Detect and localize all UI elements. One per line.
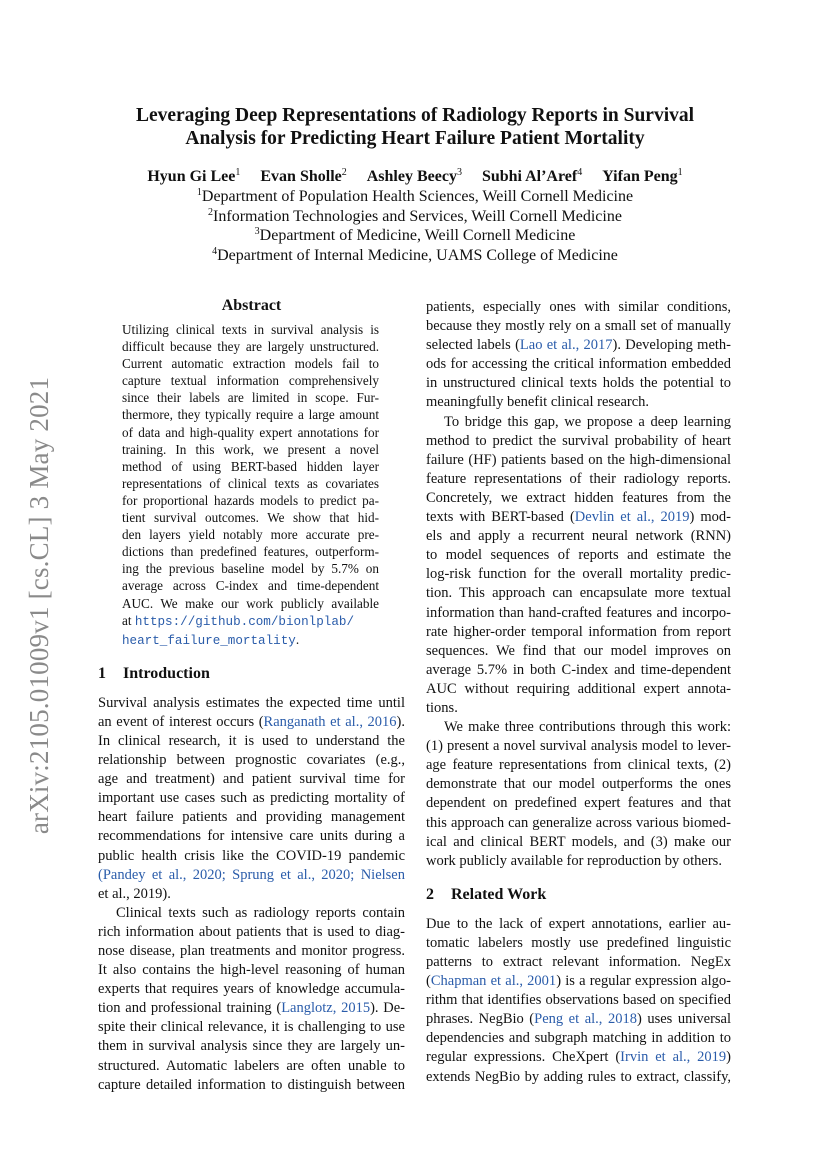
citation-link[interactable]: Chapman et al., 2001 [430,973,557,990]
paragraph-start: To bridge this gap, we propose a deep learning [444,413,731,430]
abstract-line: representations of clinical texts as covariates [122,475,379,491]
body-line: Survival analysis estimates the expected time until [98,694,405,711]
body-line: demonstrate that our model outperforms the ones [426,776,731,793]
body-line: (Chapman et al., 2001) is a regular expression algo- [426,973,731,990]
title-line: Leveraging Deep Representations of Radiology Reports in Survival [135,105,695,126]
body-line: information than hand-crafted features and incorpo- [426,604,731,621]
arxiv-stamp [10,370,70,840]
body-line: average 5.7% in both C-index and time-dependent [426,661,731,678]
abstract-line: capture textual information comprehensively [122,373,379,389]
body-line: capture detailed information to distinguish between [98,1076,405,1093]
abstract-url-line [122,631,379,650]
abstract-line: method of using BERT-based hidden layer [122,458,379,474]
author-affil-mark: 3 [456,167,462,178]
abstract-body [122,321,379,650]
author [367,168,462,185]
body-line: them in survival analysis since they are largely un- [98,1038,405,1055]
body-line: recommendations for intensive care units during a [98,828,405,845]
affiliation-text: Information Technologies and Services, Weill Cornell Medicine [213,207,622,225]
body-line: els and apply a recurrent neural network (RNN) [426,528,731,545]
citation-link[interactable]: Irvin et al., 2019 [620,1049,727,1066]
author-list [100,167,730,187]
body-line: tomatic labelers mostly use predefined linguistic [426,934,731,951]
body-line: sequences. We find that our model improves on [426,642,731,659]
abstract-line: difficult because they are largely unstructured. [122,339,379,355]
affiliation-text: Department of Population Health Sciences, Weill Cornell Medicine [201,188,634,205]
author-affil-mark: 1 [677,167,683,178]
author [260,168,346,185]
body-line: dependent on predefined expert features and that [426,795,731,812]
affiliation-mark: 3 [254,226,260,238]
body-line: this approach can generalize across various biomed- [426,814,731,831]
affiliation [100,207,730,227]
paragraph-start: We make three contributions through this work: [444,719,731,736]
section-heading-introduction [98,664,405,684]
author [482,168,582,185]
body-line: tion. This approach can encapsulate more textual [426,585,731,602]
author [602,168,682,185]
affiliation [100,246,730,266]
body-line: rate higher-order temporal information from report [426,623,731,640]
abstract-line: dictions than predefined features, outperform- [122,544,379,560]
repo-link[interactable]: https://github.com/bionlplab/ [134,614,354,629]
section-title: Related Work [451,885,547,903]
body-line: age and treatment) and patient survival time for [98,771,405,788]
paragraph-start: Clinical texts such as radiology reports contain [116,904,405,921]
abstract-line: tient survival outcomes. We show that hid- [122,510,379,526]
abstract-url-line [122,612,379,631]
body-line: In clinical research, it is used to understand the [98,732,405,749]
body-line: Concretely, we extract hidden features from the [426,489,731,506]
right-column [426,298,731,1087]
abstract-line: since their labels are limited in scope. Fur- [122,390,379,406]
citation-link[interactable]: Langlotz, 2015 [281,1000,371,1017]
affiliation-mark: 2 [208,206,214,218]
body-line: extends NegBio by adding rules to extract, classify, [426,1068,731,1085]
body-line: dependencies and subgraph matching in addition to [426,1030,731,1047]
body-line: method to predict the survival probability of heart [426,432,731,449]
related-work-text [426,915,731,1087]
citation-link[interactable]: Lao et al., 2017 [519,337,613,354]
body-line: meaningfully benefit clinical research. [426,394,650,411]
affiliation [100,187,730,207]
abstract-line: Utilizing clinical texts in survival analysis is [122,322,379,337]
author [147,168,240,185]
body-line: rich information about patients that is used to diag- [98,923,405,940]
author-name: Yifan Peng [602,168,678,185]
body-line: It also contains the high-level reasoning of human [98,962,405,979]
body-line: regular expressions. CheXpert (Irvin et al., 2019) [426,1049,731,1066]
affiliation-text: Department of Medicine, Weill Cornell Medicine [259,227,576,245]
author-name: Ashley Beecy [366,168,457,185]
left-column [98,296,405,1095]
affiliation [100,226,730,246]
body-line: spite their clinical relevance, it is challenging to use [98,1019,405,1036]
body-line: (1) present a novel survival analysis model to lever- [426,738,731,755]
body-line: AUC without requiring additional expert annota- [426,680,731,697]
body-line: public health crisis like the COVID-19 pandemic [98,847,405,864]
body-line: work publicly available for reproduction by others. [426,852,722,869]
citation-link[interactable]: Devlin et al., 2019 [574,509,690,526]
body-line: Due to the lack of expert annotations, earlier au- [426,915,731,932]
body-line: nose disease, plan treatments and monitor progress. [98,943,405,959]
abstract-line: average across C-index and time-dependent [122,578,379,594]
abstract-line: of data and high-quality expert annotations for [122,424,379,440]
body-line: texts with BERT-based (Devlin et al., 2019) mod- [426,509,731,526]
arxiv-identifier: arXiv:2105.01009v1 [cs.CL] 3 May 2021 [24,376,55,834]
author-affil-mark: 1 [235,167,241,178]
body-line: heart failure patients and providing management [98,809,405,826]
abstract-line: Current automatic extraction models fail to [122,356,379,372]
author-affil-mark: 4 [577,167,583,178]
affiliations [100,187,730,265]
body-line: because they mostly rely on a small set of manually [426,318,731,335]
body-line: tion and professional training (Langlotz, 2015). De- [98,1000,405,1017]
section-heading-related-work [426,885,731,905]
abstract-line: den layers yield notably more accurate pre- [122,527,379,543]
author-name: Subhi Al’Aref [481,168,578,185]
introduction-text-cont [426,298,731,871]
citation-link[interactable]: Peng et al., 2018 [534,1011,637,1028]
body-line: relationship between prognostic covariates (e.g., [98,752,405,769]
body-line: ical and clinical BERT models, and (3) make our [426,833,731,850]
body-line: patterns to extract relevant information. NegEx [426,954,731,970]
body-line: to model sequences of reports and estimate the [426,547,731,564]
affiliation-mark: 1 [196,187,202,198]
repo-link-cont[interactable]: heart_failure_mortality [122,633,296,648]
url-prefix: at [122,612,132,628]
paper-title [100,104,730,150]
abstract-line: ing the previous baseline model by 5.7% on [122,561,379,577]
body-line: phrases. NegBio (Peng et al., 2018) uses universal [426,1011,732,1028]
body-line: rithm that identifies observations based on specified [426,992,731,1009]
url-period: . [295,631,300,647]
body-line: structured. Automatic labelers are often unable to [98,1057,405,1074]
affiliation-text: Department of Internal Medicine, UAMS College of Medicine [217,246,618,264]
abstract-line: for proportional hazards models to predict pa- [122,492,379,508]
abstract-line: AUC. We make our work publicly available [122,595,379,611]
body-line: in unstructured clinical texts holds the potential to [426,375,731,392]
body-line: tions. [426,699,458,716]
body-line: failure (HF) patients based on the high-dimensional [426,451,731,468]
title-line: Analysis for Predicting Heart Failure Patient Mortality [185,128,645,149]
body-line: selected labels (Lao et al., 2017). Developing meth- [426,337,731,354]
section-title: Introduction [123,664,210,682]
body-line: an event of interest occurs (Ranganath et al., 2016). [98,713,406,730]
section-number: 2 [426,885,434,903]
body-line: feature representations of their radiology reports. [426,470,731,487]
abstract-line: training. In this work, we present a novel [122,441,379,457]
body-line: log-risk function for the overall mortality predic- [426,566,731,583]
author-name: Hyun Gi Lee [147,168,236,185]
author-name: Evan Sholle [260,168,342,185]
abstract-line: thermore, they typically require a large amount [122,407,379,423]
body-line: patients, especially ones with similar conditions, [426,299,731,315]
body-line: experts that requires years of knowledge accumula- [98,981,405,998]
abstract-heading: Abstract [221,297,282,314]
author-affil-mark: 2 [341,167,347,178]
body-line: et al., 2019). [98,885,171,902]
affiliation-mark: 4 [212,245,218,257]
body-line: ods for accessing the critical information embedded [426,356,731,373]
citation-link[interactable]: Ranganath et al., 2016 [263,713,397,730]
body-line: important use cases such as predicting mortality of [98,790,405,807]
section-number: 1 [98,664,106,682]
citation-line[interactable]: (Pandey et al., 2020; Sprung et al., 2020; Nielsen [98,866,405,883]
introduction-text [98,694,405,1095]
body-line: age feature representations from clinical texts, (2) [426,757,731,774]
